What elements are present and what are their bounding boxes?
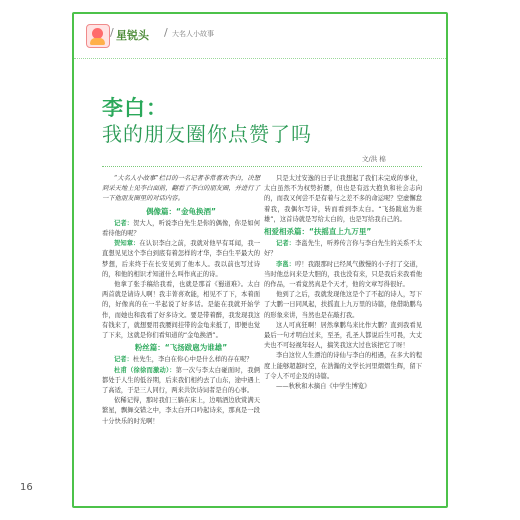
- paragraph-text: 这人可真狂啊！居然拿鹏鸟来比作大鹏？直到我看见最后一句才明白过来，至圣，孔圣人都说后生可畏，大丈夫也不可轻视年轻人，搞笑我这大过也该把它了呀！: [264, 321, 422, 350]
- paragraph: [102, 239, 260, 280]
- source-credit: ——秋秋和木摘自《中学生博览》: [276, 383, 371, 391]
- page-number: 16: [20, 482, 33, 493]
- cartoon-logo-icon: [86, 24, 110, 48]
- paragraph: [264, 174, 422, 225]
- paragraph-text: 杜先生，李白在你心中是什么样的存在呢？: [132, 356, 253, 364]
- column-header: [74, 14, 446, 59]
- column-name: 星锐头: [116, 29, 149, 42]
- intro-paragraph: “大名人小故事”栏目的一名记者非常喜欢李白，决想到采天地上见李白面前，翻看了李白的朋友圈，并进行了一下他朋友圈里的对话内容。: [102, 175, 260, 203]
- paragraph-text: 第一次与李太白碰面时，我俩都处于人生的低谷期，后来我们相约去了山东，途中遇上了高适，于是三人同行，两来共饮诗词者是自的心事。: [102, 366, 260, 395]
- paragraph: [264, 290, 422, 321]
- speaker-label: 记者：: [114, 356, 133, 364]
- left-column: [102, 174, 260, 427]
- paragraph-text: 依稀记得，那时我们三躺在床上，边唱酒边欣赏满天繁星，飘舞交错之中，李太白开口吟起诗来，那真是一段十分快乐的时光啊！: [102, 397, 260, 425]
- speaker-label: 记者：: [114, 219, 134, 227]
- paragraph: [102, 280, 260, 341]
- speaker-label: 记者：: [276, 240, 296, 248]
- paragraph-text: 哼！我跟那时已经风气傲慢的小子打了交道，当时他总问来是大胆的，我也没有来，只是我后来我看他的作品，一看竟然真是个天才，他的文章写得很好。: [264, 260, 423, 289]
- paragraph: [102, 366, 260, 397]
- paragraph: [102, 219, 260, 239]
- section-heading: 偶像篇：“金龟换酒”: [146, 206, 216, 216]
- divider-slash: /: [164, 26, 168, 39]
- article-title: 李白：: [102, 96, 168, 120]
- title-divider: [102, 166, 422, 167]
- paragraph-text: 李邕先生，听养传言你与李白先生的关系不太好？: [264, 240, 423, 258]
- paragraph: [264, 239, 422, 259]
- section-heading: 相爱相杀篇：“扶摇直上九万里”: [264, 227, 372, 237]
- speaker-label: 贺知章：: [114, 240, 140, 248]
- paragraph: [102, 355, 260, 365]
- speaker-label: 李邕：: [276, 260, 296, 268]
- paragraph-text: 在认识李白之前，我就对他早有耳闻，我一直想见见这个李白到底有着怎样的才华，李白生平最大的梦想，后来终于在长安见到了他本人。我以前也写过诗的，和他的相识才知道什么叫作真正的诗。: [102, 240, 261, 278]
- paragraph: [264, 260, 422, 291]
- article-page: [72, 12, 448, 508]
- paragraph: [264, 321, 422, 352]
- column-subtitle: 大名人小故事: [172, 30, 214, 38]
- article-subtitle: 我的朋友圈你点赞了吗: [102, 122, 312, 146]
- paragraph-text: 只是太过安逸的日子让我想起了我们未完成的事业，太白虽然不为权势折腰，但也是有远大抱负和社会志向的，而我又何尝不是有着与之差不多的命运呢？空虚懈怠着我，我偶尔写诗，转而看到李太白。“飞扬跋扈为谁雄”，这首诗就是写给太白的，也是写给我自己的。: [264, 175, 422, 223]
- paragraph: [102, 396, 260, 427]
- paragraph-text: 贺大人，听说李白先生是你的偶像，你是如何看待他的呢？: [102, 219, 261, 238]
- right-column: [264, 174, 422, 392]
- divider-slash: /: [110, 26, 114, 39]
- paragraph-text: 他拿了张手稿给我看，也就是那首《蜀道难》。太白两首就是请诗人啊！我丰菁喜欢能，相见不了下，本着面的，好像真的在一半起说了好多话。是能在我就开始学作，而她也和我看了好多诗文。要是带着醉，我发现我这有钱来了，就想要用我腰间挂带的金龟来抵了，即便也觉了下来，这就是你们看知道的“金龟换酒”。: [102, 281, 260, 340]
- section-heading: 粉丝篇：“飞扬跋扈为谁雄”: [134, 343, 228, 353]
- paragraph-text: 他到了之后，我就发现他这是个了不起的诗人，写下了大鹏一日同风起，扶摇直上九万里的诗篇，他借助鹏鸟的形象来讲，当然也是在敲打我。: [264, 291, 422, 319]
- speaker-label: 杜甫（徐徐而激动）：: [114, 366, 176, 374]
- closing-paragraph: 李白这位人生漂泊的诗仙与李白的相遇，在多大的程度上能够超越时空，在浩瀚的文学长河里熠熠生辉，留下了令人不可企及的诗篇。: [264, 352, 422, 380]
- byline: 文/洪 棉: [362, 155, 386, 163]
